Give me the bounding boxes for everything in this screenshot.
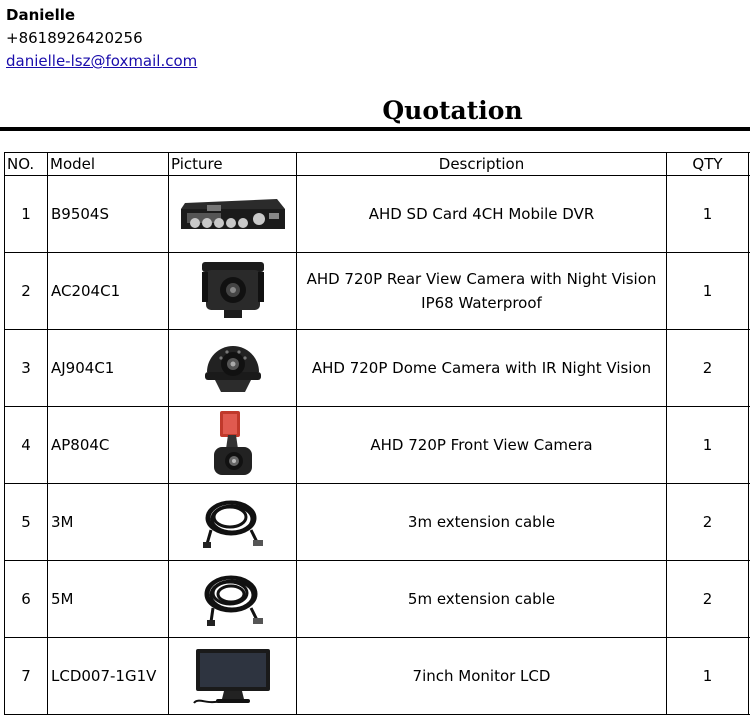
row-picture bbox=[169, 407, 297, 484]
mobile-dvr-icon bbox=[177, 189, 289, 239]
row-description: 3m extension cable bbox=[297, 484, 667, 561]
row-description: 7inch Monitor LCD bbox=[297, 638, 667, 715]
row-qty: 1 bbox=[667, 176, 749, 253]
contact-phone: +8618926420256 bbox=[6, 29, 143, 47]
header-description: Description bbox=[297, 153, 667, 176]
row-no: 4 bbox=[5, 407, 48, 484]
row-description: AHD 720P Rear View Camera with Night Vision IP68 Waterproof bbox=[297, 253, 667, 330]
header-model: Model bbox=[48, 153, 169, 176]
row-qty: 1 bbox=[667, 253, 749, 330]
row-model: AP804C bbox=[48, 407, 169, 484]
table-row bbox=[5, 484, 750, 561]
row-description: AHD SD Card 4CH Mobile DVR bbox=[297, 176, 667, 253]
row-qty: 2 bbox=[667, 330, 749, 407]
row-model: AJ904C1 bbox=[48, 330, 169, 407]
header-qty: QTY bbox=[667, 153, 749, 176]
table-row bbox=[5, 176, 750, 253]
title-divider bbox=[0, 127, 750, 131]
extension-cable-icon bbox=[201, 494, 265, 550]
row-picture bbox=[169, 330, 297, 407]
extension-cable-icon bbox=[201, 570, 265, 628]
quotation-table bbox=[4, 152, 750, 715]
row-qty: 2 bbox=[667, 561, 749, 638]
table-header-row bbox=[5, 153, 750, 176]
table-row bbox=[5, 330, 750, 407]
contact-name: Danielle bbox=[6, 6, 76, 24]
row-description: 5m extension cable bbox=[297, 561, 667, 638]
row-model: LCD007-1G1V bbox=[48, 638, 169, 715]
table-row bbox=[5, 638, 750, 715]
row-no: 7 bbox=[5, 638, 48, 715]
row-picture bbox=[169, 638, 297, 715]
row-no: 5 bbox=[5, 484, 48, 561]
table-row bbox=[5, 407, 750, 484]
row-description: AHD 720P Front View Camera bbox=[297, 407, 667, 484]
row-picture bbox=[169, 484, 297, 561]
row-model: AC204C1 bbox=[48, 253, 169, 330]
monitor-lcd-icon bbox=[190, 645, 276, 707]
dome-camera-icon bbox=[201, 336, 265, 400]
page-title: Quotation bbox=[382, 96, 523, 125]
table-row bbox=[5, 253, 750, 330]
contact-block bbox=[6, 4, 197, 73]
row-model: B9504S bbox=[48, 176, 169, 253]
row-qty: 2 bbox=[667, 484, 749, 561]
row-no: 6 bbox=[5, 561, 48, 638]
row-no: 2 bbox=[5, 253, 48, 330]
row-qty: 1 bbox=[667, 638, 749, 715]
rear-view-camera-icon bbox=[198, 256, 268, 326]
row-model: 5M bbox=[48, 561, 169, 638]
row-model: 3M bbox=[48, 484, 169, 561]
header-no: NO. bbox=[5, 153, 48, 176]
row-picture bbox=[169, 561, 297, 638]
row-qty: 1 bbox=[667, 407, 749, 484]
header-picture: Picture bbox=[169, 153, 297, 176]
row-picture bbox=[169, 176, 297, 253]
contact-email-link[interactable]: danielle-lsz@foxmail.com bbox=[6, 52, 198, 70]
front-view-camera-icon bbox=[208, 409, 258, 481]
row-no: 1 bbox=[5, 176, 48, 253]
row-no: 3 bbox=[5, 330, 48, 407]
row-picture bbox=[169, 253, 297, 330]
row-description: AHD 720P Dome Camera with IR Night Vision bbox=[297, 330, 667, 407]
table-row bbox=[5, 561, 750, 638]
